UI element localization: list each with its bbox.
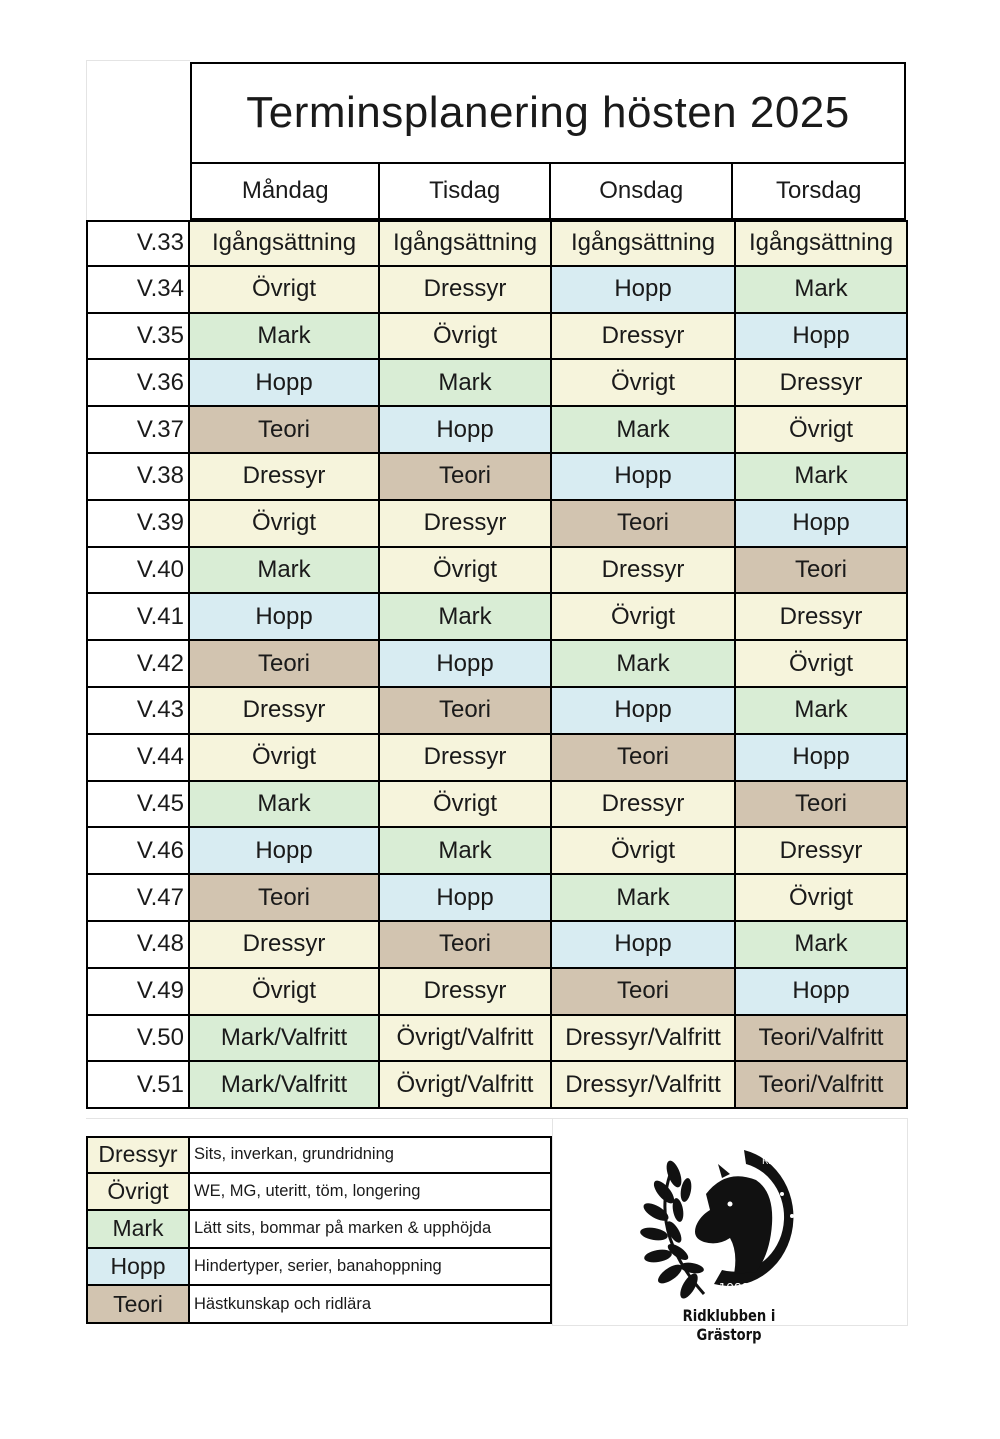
week-row (86, 314, 908, 361)
schedule-cell-thursday: Mark (736, 267, 908, 312)
schedule-cell-thursday: Mark (736, 454, 908, 499)
week-label: V.51 (86, 1062, 190, 1107)
week-row (86, 735, 908, 782)
schedule-cell-wednesday: Mark (552, 407, 736, 452)
schedule-cell-thursday: Hopp (736, 501, 908, 546)
legend-description: Hästkunskap och ridlära (190, 1286, 552, 1322)
week-row (86, 407, 908, 454)
schedule-cell-monday: Dressyr (190, 454, 380, 499)
schedule-cell-wednesday: Övrigt (552, 828, 736, 873)
week-label: V.47 (86, 875, 190, 920)
schedule-cell-thursday: Dressyr (736, 360, 908, 405)
schedule-cell-wednesday: Hopp (552, 688, 736, 733)
legend-row (86, 1211, 552, 1249)
legend-description: WE, MG, uteritt, töm, longering (190, 1174, 552, 1210)
schedule-cell-wednesday: Övrigt (552, 360, 736, 405)
week-row (86, 641, 908, 688)
week-label: V.43 (86, 688, 190, 733)
schedule-cell-monday: Teori (190, 641, 380, 686)
schedule-cell-thursday: Igångsättning (736, 222, 908, 265)
schedule-cell-thursday: Dressyr (736, 594, 908, 639)
schedule-cell-tuesday: Övrigt/Valfritt (380, 1062, 552, 1107)
week-row (86, 782, 908, 829)
day-header-monday: Måndag (192, 164, 380, 218)
schedule-grid (86, 220, 908, 1109)
legend-category: Hopp (86, 1249, 190, 1285)
day-header-row (190, 162, 906, 220)
schedule-cell-wednesday: Dressyr/Valfritt (552, 1016, 736, 1061)
week-row (86, 828, 908, 875)
schedule-cell-thursday: Dressyr (736, 828, 908, 873)
page-title: Terminsplanering hösten 2025 (190, 62, 906, 162)
gridline (907, 1118, 908, 1326)
week-label: V.39 (86, 501, 190, 546)
schedule-cell-thursday: Hopp (736, 314, 908, 359)
schedule-cell-tuesday: Övrigt (380, 314, 552, 359)
schedule-cell-thursday: Mark (736, 922, 908, 967)
schedule-cell-monday: Övrigt (190, 969, 380, 1014)
week-row (86, 360, 908, 407)
gridline (86, 60, 87, 220)
legend-row (86, 1249, 552, 1287)
week-label: V.35 (86, 314, 190, 359)
schedule-cell-thursday: Teori/Valfritt (736, 1016, 908, 1061)
legend-description: Hindertyper, serier, banahoppning (190, 1249, 552, 1285)
schedule-cell-wednesday: Teori (552, 735, 736, 780)
week-row (86, 1016, 908, 1063)
schedule-sheet (86, 60, 908, 1344)
schedule-cell-monday: Hopp (190, 594, 380, 639)
schedule-cell-tuesday: Mark (380, 828, 552, 873)
schedule-cell-wednesday: Hopp (552, 267, 736, 312)
schedule-cell-monday: Dressyr (190, 688, 380, 733)
schedule-cell-wednesday: Dressyr (552, 314, 736, 359)
logo-initials: RIG (762, 1157, 778, 1167)
schedule-cell-monday: Dressyr (190, 922, 380, 967)
week-label: V.38 (86, 454, 190, 499)
week-label: V.46 (86, 828, 190, 873)
schedule-cell-monday: Mark (190, 314, 380, 359)
legend-category: Teori (86, 1286, 190, 1322)
logo-year: 1988 (718, 1281, 750, 1295)
gridline (86, 60, 190, 61)
week-row (86, 969, 908, 1016)
schedule-cell-tuesday: Hopp (380, 875, 552, 920)
week-row (86, 267, 908, 314)
schedule-cell-monday: Hopp (190, 360, 380, 405)
schedule-cell-thursday: Övrigt (736, 641, 908, 686)
schedule-cell-thursday: Hopp (736, 735, 908, 780)
week-row (86, 688, 908, 735)
week-label: V.33 (86, 222, 190, 265)
legend-category: Mark (86, 1211, 190, 1247)
week-label: V.44 (86, 735, 190, 780)
schedule-cell-tuesday: Igångsättning (380, 222, 552, 265)
schedule-cell-wednesday: Mark (552, 875, 736, 920)
week-row (86, 220, 908, 267)
week-label: V.34 (86, 267, 190, 312)
day-header-wednesday: Onsdag (551, 164, 733, 218)
week-row (86, 548, 908, 595)
legend-row (86, 1286, 552, 1324)
schedule-cell-thursday: Teori (736, 548, 908, 593)
week-label: V.40 (86, 548, 190, 593)
legend-row (86, 1174, 552, 1212)
week-label: V.37 (86, 407, 190, 452)
schedule-cell-monday: Övrigt (190, 501, 380, 546)
schedule-cell-thursday: Hopp (736, 969, 908, 1014)
schedule-cell-tuesday: Övrigt (380, 782, 552, 827)
week-row (86, 1062, 908, 1109)
week-row (86, 875, 908, 922)
club-name: Ridklubben i Grästorp (682, 1306, 776, 1344)
schedule-cell-wednesday: Igångsättning (552, 222, 736, 265)
schedule-cell-wednesday: Övrigt (552, 594, 736, 639)
schedule-cell-monday: Mark (190, 782, 380, 827)
schedule-cell-tuesday: Mark (380, 360, 552, 405)
gridline (552, 1118, 553, 1326)
week-label: V.36 (86, 360, 190, 405)
schedule-cell-tuesday: Hopp (380, 407, 552, 452)
week-label: V.50 (86, 1016, 190, 1061)
schedule-cell-thursday: Mark (736, 688, 908, 733)
week-label: V.42 (86, 641, 190, 686)
schedule-cell-tuesday: Dressyr (380, 267, 552, 312)
schedule-cell-wednesday: Hopp (552, 454, 736, 499)
schedule-cell-wednesday: Dressyr/Valfritt (552, 1062, 736, 1107)
week-row (86, 594, 908, 641)
schedule-cell-tuesday: Hopp (380, 641, 552, 686)
schedule-cell-monday: Mark (190, 548, 380, 593)
week-label: V.41 (86, 594, 190, 639)
schedule-cell-wednesday: Teori (552, 969, 736, 1014)
schedule-cell-monday: Teori (190, 875, 380, 920)
schedule-cell-wednesday: Hopp (552, 922, 736, 967)
week-row (86, 922, 908, 969)
schedule-cell-monday: Övrigt (190, 267, 380, 312)
schedule-cell-tuesday: Teori (380, 454, 552, 499)
legend-category: Övrigt (86, 1174, 190, 1210)
schedule-cell-wednesday: Dressyr (552, 548, 736, 593)
schedule-cell-tuesday: Mark (380, 594, 552, 639)
schedule-cell-thursday: Övrigt (736, 875, 908, 920)
schedule-cell-tuesday: Dressyr (380, 735, 552, 780)
legend-table (86, 1136, 552, 1324)
schedule-cell-thursday: Teori/Valfritt (736, 1062, 908, 1107)
legend-category: Dressyr (86, 1138, 190, 1172)
legend-description: Lätt sits, bommar på marken & upphöjda (190, 1211, 552, 1247)
gridline (86, 1118, 908, 1119)
week-label: V.45 (86, 782, 190, 827)
horse-horseshoe-logo-icon (634, 1134, 824, 1306)
schedule-cell-tuesday: Övrigt/Valfritt (380, 1016, 552, 1061)
schedule-cell-wednesday: Mark (552, 641, 736, 686)
schedule-cell-tuesday: Dressyr (380, 501, 552, 546)
day-header-tuesday: Tisdag (380, 164, 551, 218)
schedule-cell-thursday: Övrigt (736, 407, 908, 452)
schedule-cell-tuesday: Teori (380, 922, 552, 967)
legend-description: Sits, inverkan, grundridning (190, 1138, 552, 1172)
schedule-cell-monday: Övrigt (190, 735, 380, 780)
legend-row (86, 1136, 552, 1174)
club-logo (634, 1134, 874, 1344)
week-row (86, 501, 908, 548)
schedule-cell-tuesday: Dressyr (380, 969, 552, 1014)
week-label: V.48 (86, 922, 190, 967)
schedule-cell-monday: Mark/Valfritt (190, 1016, 380, 1061)
schedule-cell-monday: Teori (190, 407, 380, 452)
schedule-cell-monday: Mark/Valfritt (190, 1062, 380, 1107)
day-header-thursday: Torsdag (776, 177, 862, 204)
schedule-cell-wednesday: Dressyr (552, 782, 736, 827)
schedule-cell-monday: Igångsättning (190, 222, 380, 265)
schedule-cell-tuesday: Teori (380, 688, 552, 733)
schedule-cell-thursday: Teori (736, 782, 908, 827)
schedule-cell-tuesday: Övrigt (380, 548, 552, 593)
schedule-cell-monday: Hopp (190, 828, 380, 873)
week-row (86, 454, 908, 501)
week-label: V.49 (86, 969, 190, 1014)
schedule-cell-wednesday: Teori (552, 501, 736, 546)
